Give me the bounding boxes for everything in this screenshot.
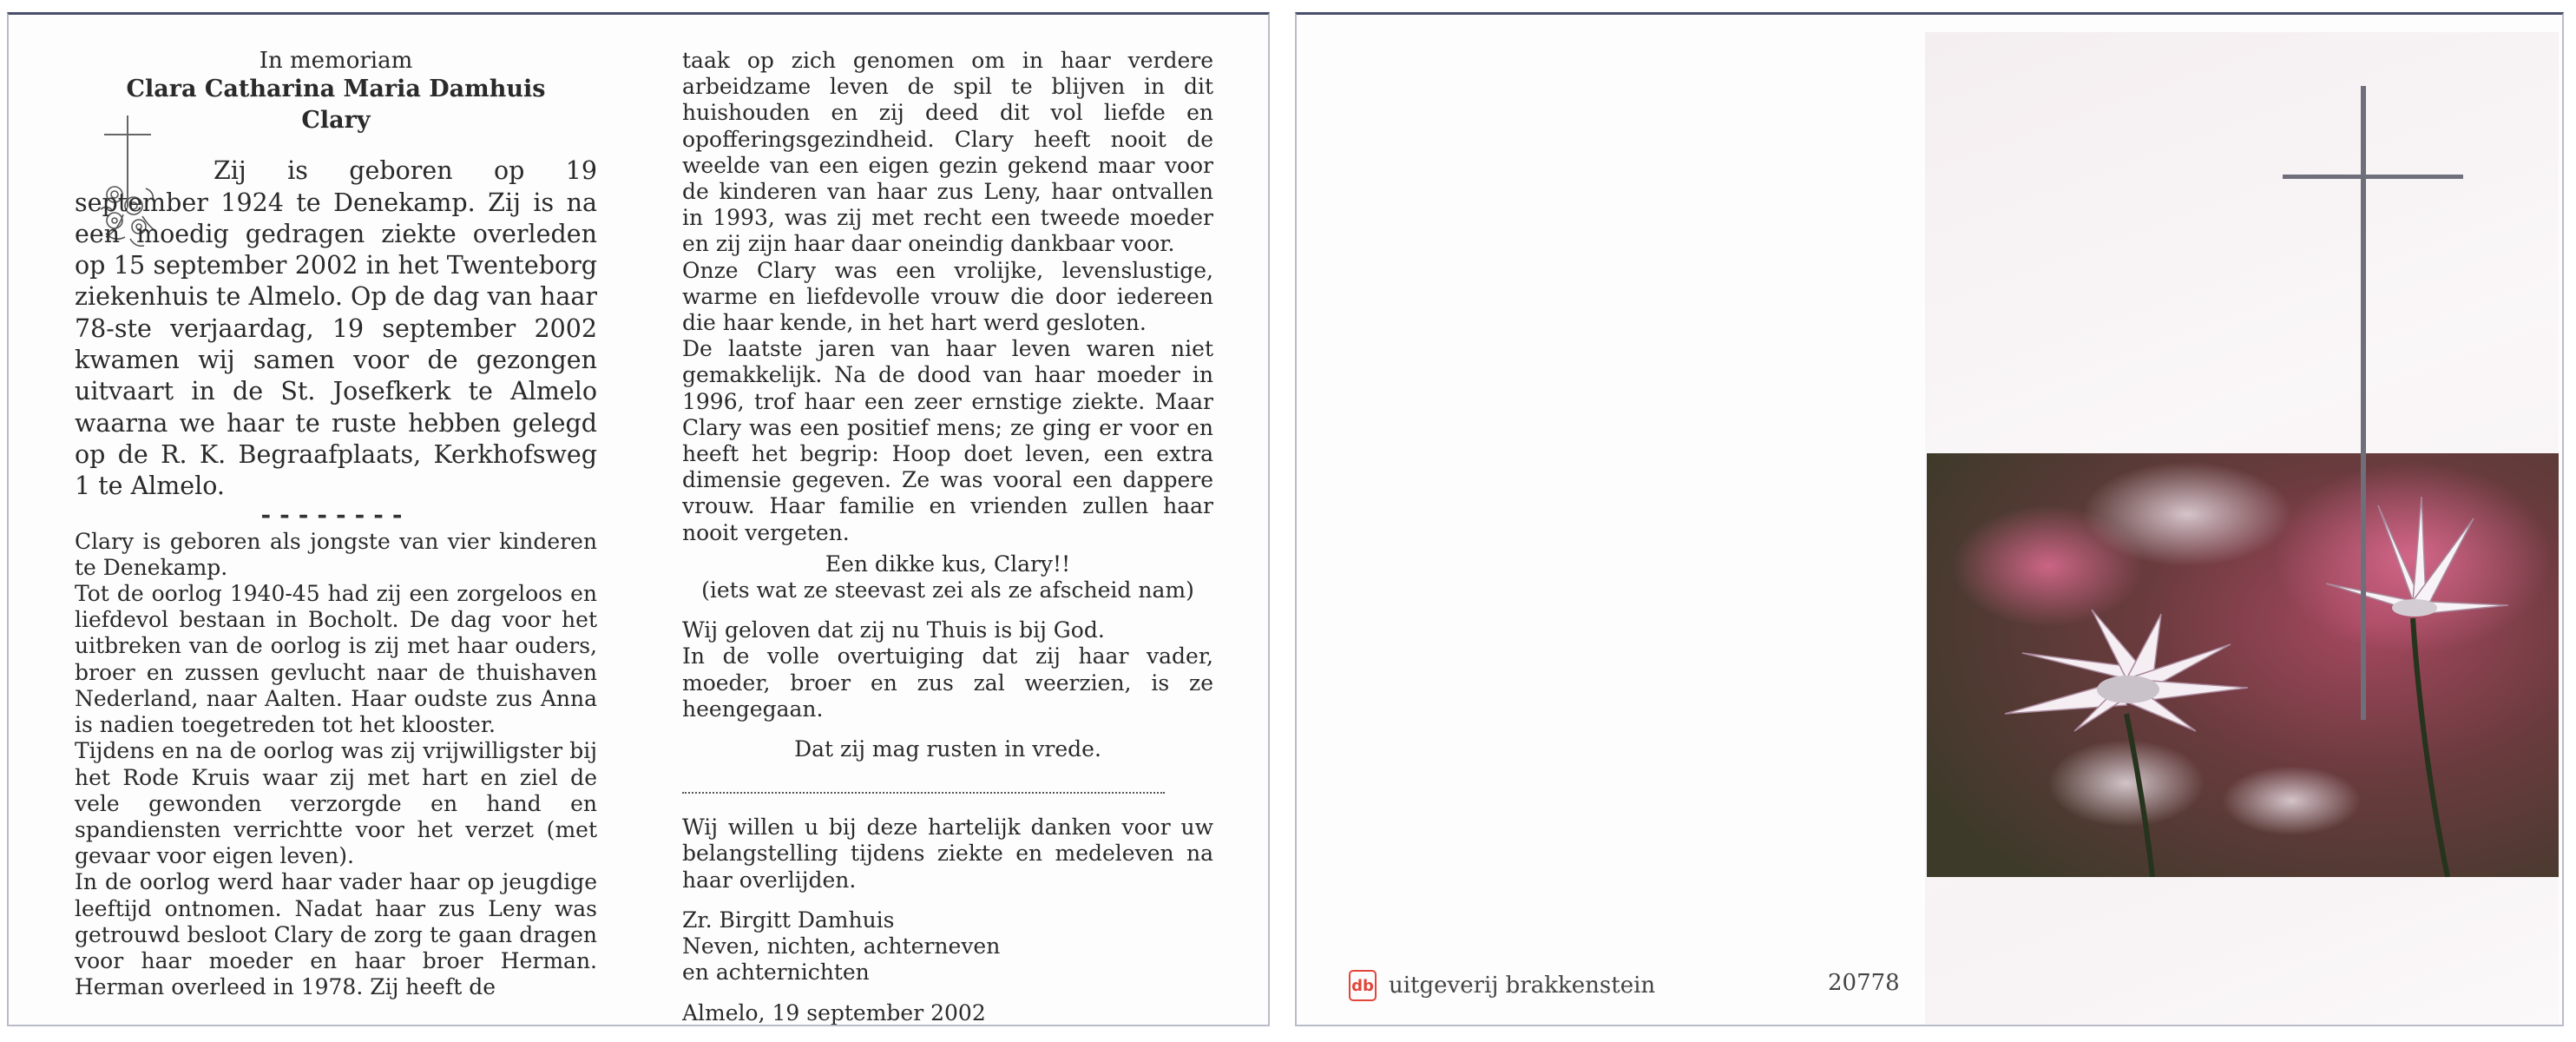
heading: In memoriam <box>259 48 413 74</box>
signature-line: Neven, nichten, achterneven <box>682 933 1001 960</box>
memorial-card-text <box>7 12 1270 1026</box>
daisy-photo-icon <box>1927 453 2559 877</box>
kiss-line: Een dikke kus, Clary!! <box>825 551 1071 577</box>
deceased-nickname: Clary <box>301 107 371 135</box>
deceased-name: Clara Catharina Maria Damhuis <box>126 76 546 103</box>
paragraph: taak op zich genomen om in haar verdere arbeidzame leven de spil te blijven in dit huishouden en zij deed dit vol liefde en opofferingsgezindheid. Clary heeft nooit de weelde van een eigen gezin gekend maar voor de kinderen van haar zus Leny, haar ontvallen in 1993, was zij met recht een tweede moeder en zij zijn haar daar oneindig dankbaar voor. <box>682 48 1213 257</box>
publisher-logo-icon: db <box>1349 970 1377 1001</box>
paragraph: De laatste jaren van haar leven waren niet gemakkelijk. Na de dood van haar moeder in 1996, trof haar een zeer ernstige ziekte. Maar Clary was een positief mens; ze ging er voor en heeft het begrip: Hoop doet leven, een extra dimensie gegeven. Ze was vooral een dappere vrouw. Haar familie en vrienden zullen haar nooit vergeten. <box>682 336 1213 545</box>
paragraph: Tijdens en na de oorlog was zij vrijwilligster bij het Rode Kruis waar zij met hart en ziel de vele gewonden verzorgde en hand en spandiensten verrichtte voor het verzet (met gevaar voor eigen leven). <box>75 738 597 869</box>
kiss-note: (iets wat ze steevast zei als ze afscheid nam) <box>701 577 1194 603</box>
paragraph: Onze Clary was een vrolijke, levenslustige, warme en liefdevolle vrouw die door iedereen die haar kende, in het hart werd gesloten. <box>682 257 1213 336</box>
cross-horizontal <box>2283 175 2463 179</box>
publisher <box>1349 970 1655 1001</box>
text-column-right <box>682 48 1213 1026</box>
rest-line: Dat zij mag rusten in vrede. <box>794 736 1101 762</box>
faith-paragraph: In de volle overtuiging dat zij haar vader, moeder, broer en zus zal weerzien, is ze heengegaan. <box>682 643 1213 722</box>
text-column-left <box>75 48 597 1000</box>
cross-vertical <box>2361 86 2366 720</box>
signature-line: Zr. Birgitt Damhuis <box>682 907 895 933</box>
faith-line: Wij geloven dat zij nu Thuis is bij God. <box>682 617 1105 643</box>
publisher-name: uitgeverij brakkenstein <box>1389 973 1656 999</box>
signature-line: en achternichten <box>682 960 870 986</box>
paragraph: In de oorlog werd haar vader haar op jeugdige leeftijd ontnomen. Nadat haar zus Leny was getrouwd besloot Clary de zorg te gaan dragen voor haar moeder en haar broer Herman. Herman overleed in 1978. Zij heeft de <box>75 869 597 1000</box>
separator: -------- <box>260 500 411 530</box>
intro-paragraph: Zij is geboren op 19 september 1924 te Denekamp. Zij is na een moedig gedragen ziekte overleden op 15 september 2002 in het Twenteborg ziekenhuis te Almelo. Op de dag van haar 78-ste verjaardag, 19 september 2002 kwamen wij samen voor de gezongen uitvaart in de St. Josefkerk te Almelo waarna we haar te ruste hebben gelegd op de R. K. Begraafplaats, Kerkhofsweg 1 te Almelo. <box>75 156 597 501</box>
paragraph: Clary is geboren als jongste van vier kinderen te Denekamp. <box>75 528 597 580</box>
card-code: 20778 <box>1828 970 1900 996</box>
paragraph: Tot de oorlog 1940-45 had zij een zorgeloos en liefdevol bestaan in Bocholt. De dag voor het uitbreken van de oorlog is zij met haar ouders, broer en zussen gevlucht naar de thuishaven Nederland, naar Aalten. Haar oudste zus Anna is nadien toegetreden tot het klooster. <box>75 581 597 738</box>
thanks-paragraph: Wij willen u bij deze hartelijk danken voor uw belangstelling tijdens ziekte en medeleven na haar overlijden. <box>682 814 1213 893</box>
memorial-card-cover <box>1295 12 2564 1026</box>
dotted-divider <box>682 792 1165 794</box>
place-date: Almelo, 19 september 2002 <box>682 999 986 1026</box>
